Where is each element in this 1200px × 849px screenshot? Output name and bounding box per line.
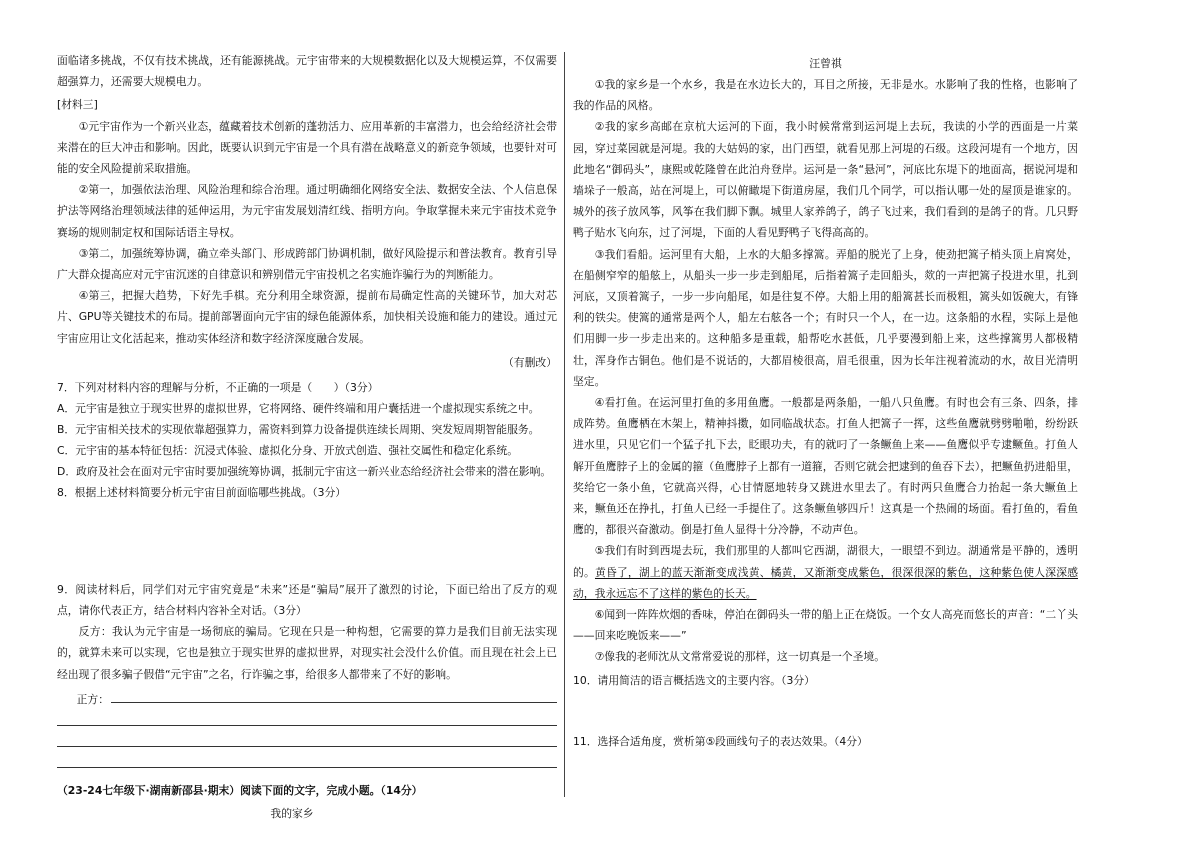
material3-paragraph-2: ②第一，加强依法治理、风险治理和综合治理。通过明确细化网络安全法、数据安全法、个人信息保护法等网络治理领域法律的延伸运用，为元宇宙发展划清红线、指明方向。争取掌握未来元宇宙技术竞争赛场的规则制定权和国际话语主导权。 [57, 183, 557, 239]
question-8-answer-space [57, 503, 557, 579]
question-7: 7．下列对材料内容的理解与分析，不正确的一项是（ ）（3分） [57, 380, 379, 394]
left-column [57, 50, 557, 824]
essay-paragraph-7: ⑦像我的老师沈从文常常爱说的那样，这一切真是一个圣境。 [594, 650, 885, 664]
essay-paragraph-2: ②我的家乡高邮在京杭大运河的下面，我小时候常常到运河堤上去玩，我读的小学的西面是一片菜园，穿过菜园就是河堤。我的大姑妈的家，出门西望，就看见那上河堤的石级。这段河堤有一个地方，因此地名“御码头”，康熙或乾隆曾在此泊舟登岸。运河是一条“悬河”，河底比东堤下的地面高，据说河堤和墙垛子一般高，站在河堤上，可以俯瞰堤下街道房屋，我们几个同学，可以指认哪一处的屋顶是谁家的。城外的孩子放风筝，风筝在我们脚下飘。城里人家养鸽子，鸽子飞过来，我们看到的是鸽子的背。几只野鸭子贴水飞向东，过了河堤，下面的人看见野鸭子飞得高高的。 [573, 120, 1078, 240]
question-7-option-d: D．政府及社会在面对元宇宙时要加强统筹协调，抵制元宇宙这一新兴业态给经济社会带来的潜在影响。 [57, 464, 552, 478]
essay-paragraph-5 [573, 540, 1078, 604]
right-column [573, 50, 1078, 752]
question-9-con-side: 反方：我认为元宇宙是一场彻底的骗局。它现在只是一种构想，它需要的算力是我们目前无法实现的，就算未来可以实现，它也是独立于现实世界的虚拟世界，对现实社会没什么价值。而且现在社会上已经出现了很多骗子假借“元宇宙”之名，行诈骗之事，给很多人都带来了不好的影响。 [57, 625, 557, 681]
answer-line[interactable] [57, 767, 557, 768]
essay-paragraph-6: ⑥闻到一阵阵炊烟的香味，停泊在御码头一带的船上正在烧饭。一个女人高亮而悠长的声音：“二丫头——回来吃晚饭来——” [573, 608, 1078, 643]
material3-paragraph-3: ③第二，加强统筹协调，确立牵头部门、形成跨部门协调机制，做好风险提示和普法教育。教育引导广大群众提高应对元宇宙沉迷的自律意识和辨别借元宇宙投机之名实施诈骗行为的判断能力。 [57, 246, 557, 282]
essay-title: 我的家乡 [270, 806, 314, 820]
material3-paragraph-1: ①元宇宙作为一个新兴业态，蕴藏着技术创新的蓬勃活力、应用革新的丰富潜力，也会给经济社会带来潜在的巨大冲击和影响。因此，既要认识到元宇宙是一个具有潜在战略意义的新竞争领域，也要针对可能的安全风险提前采取措施。 [57, 119, 557, 176]
essay-author: 汪曾祺 [809, 57, 842, 70]
pro-side-label: 正方： [76, 692, 109, 706]
question-7-option-b: B．元宇宙相关技术的实现依靠超强算力，需资料到算力设备提供连续长周期、突发短周期智能服务。 [57, 422, 540, 436]
question-9-stem: 9．阅读材料后，同学们对元宇宙究竟是“未来”还是“骗局”展开了激烈的讨论，下面已给出了反方的观点，请你代表正方，结合材料内容补全对话。（3分） [57, 582, 557, 618]
column-divider [564, 52, 565, 797]
essay-paragraph-4: ④看打鱼。在运河里打鱼的多用鱼鹰。一般都是两条船，一船八只鱼鹰。有时也会有三条、四条，排成阵势。鱼鹰栖在木架上，精神抖擞，如同临战状态。打鱼人把篙子一挥，这些鱼鹰就劈劈啪啪，纷纷跃进水里，只见它们一个猛子扎下去，眨眼功夫，有的就叼了一条鳜鱼上来——鱼鹰似乎专逮鳜鱼。打鱼人解开鱼鹰脖子上的金属的箍（鱼鹰脖子上都有一道箍，否则它就会把逮到的鱼吞下去），把鳜鱼扔进船里，奖给它一条小鱼，它就高兴得，心甘情愿地转身又跳进水里去了。有时两只鱼鹰合力抬起一条大鳜鱼上来，鳜鱼还在挣扎，打鱼人已经一手提住了。这条鳜鱼够四斤！这真是一个热闹的场面。看打鱼的，看鱼鹰的，都很兴奋激动。倒是打鱼人显得十分冷静，不动声色。 [573, 396, 1078, 537]
question-8: 8．根据上述材料简要分析元宇宙目前面临哪些挑战。（3分） [57, 485, 347, 499]
material3-title: [材料三] [57, 98, 98, 112]
material3-paragraph-4: ④第三，把握大趋势，下好先手棋。充分利用全球资源，提前布局确定性高的关键环节，加大对芯片、GPU等关键技术的布局。提前部署面向元宇宙的绿色能源体系，加快相关设施和能力的建设。通过元宇宙应用让文化活起来，推动实体经济和数字经济深度融合发展。 [57, 289, 557, 345]
question-10: 10．请用简洁的语言概括选文的主要内容。（3分） [573, 673, 815, 687]
answer-line[interactable] [57, 746, 557, 747]
source-note: （有删改） [503, 355, 557, 369]
essay-paragraph-3: ③我们看船。运河里有大船，上水的大船多撑篙。弄船的脱光了上身，使劲把篙子梢头顶上肩窝处，在船侧窄窄的船舷上，从船头一步一步走到船尾，后指着篙子走回船头，欻的一声把篙子投进水里，扎到河底，又顶着篙子，一步一步向船尾，如是往复不停。大船上用的船篙甚长而极粗，篙头如饭碗大，有锋利的铁尖。使篙的通常是两个人，船左右舷各一个；有时只一个人，在一边。这条船的水程，实际上是他们用脚一步一步走出来的。这种船多是重载，船帮吃水甚低，几乎要漫到船上来，这些撑篙男人都极精壮，浑身作古铜色。他们是不说话的，大都眉棱很高，眉毛很重，因为长年注视着流动的水，故目光清明坚定。 [573, 247, 1078, 388]
question-7-option-a: A．元宇宙是独立于现实世界的虚拟世界，它将网络、硬件终端和用户囊括进一个虚拟现实系统之中。 [57, 401, 540, 415]
reading-section-heading: （23-24七年级下·湖南新邵县·期末）阅读下面的文字，完成小题。（14分） [57, 783, 423, 797]
question-9-pro-answer-line[interactable] [57, 687, 557, 707]
paragraph-5-underlined-sentence: 黄昏了，湖上的蓝天渐渐变成浅黄、橘黄，又渐渐变成紫色，很深很深的紫色，这种紫色使人深深感动，我永远忘不了这样的紫色的长天。 [573, 565, 1079, 600]
question-10-answer-space [573, 691, 1078, 731]
question-11: 11．选择合适角度，赏析第⑤段画线句子的表达效果。（4分） [573, 734, 868, 748]
material2-ending-paragraph: 面临诸多挑战，不仅有技术挑战，还有能源挑战。元宇宙带来的大规模数据化以及大规模运算，不仅需要超强算力，还需要大规模电力。 [57, 54, 557, 89]
essay-paragraph-1: ①我的家乡是一个水乡，我是在水边长大的，耳目之所接，无非是水。水影响了我的性格，也影响了我的作品的风格。 [573, 78, 1078, 113]
question-7-option-c: C．元宇宙的基本特征包括：沉浸式体验、虚拟化分身、开放式创造、强社交属性和稳定化系统。 [57, 443, 519, 457]
answer-line[interactable] [57, 725, 557, 726]
paragraph-5-plain-text: ⑤我们有时到西堤去玩，我们那里的人都叫它西湖，湖很大，一眼望不到边。湖通常是平静的，透明的。 [573, 544, 1078, 579]
